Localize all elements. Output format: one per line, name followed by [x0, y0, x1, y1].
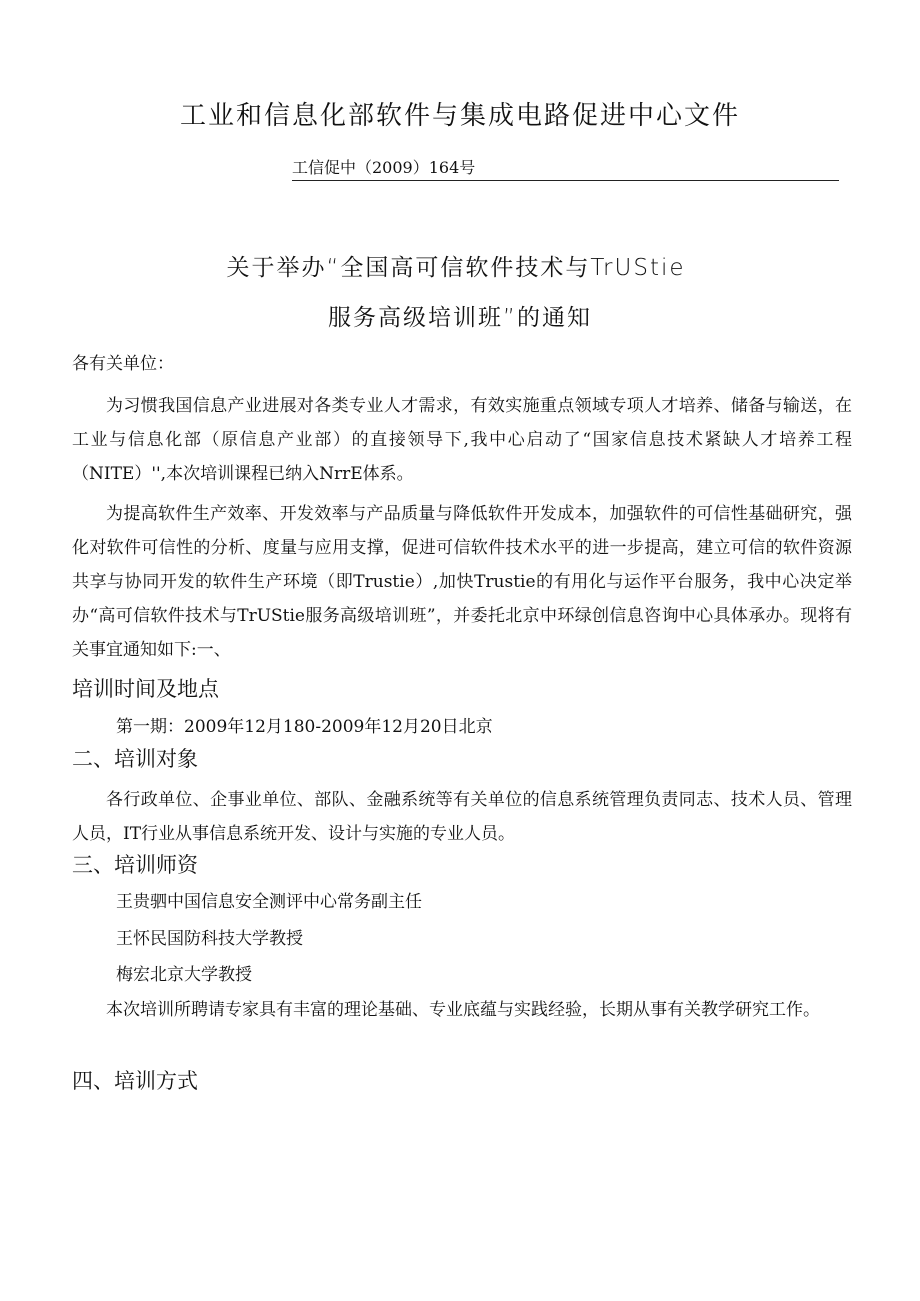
document-number: 工信促中（2009）164号: [292, 158, 476, 177]
section-heading-1-number: 一、: [196, 640, 231, 660]
paragraph-intro: 为习惯我国信息产业进展对各类专业人才需求，有效实施重点领域专项人才培养、储备与输送，在工业与信息化部（原信息产业部）的直接领导下,我中心启动了“国家信息技术紧缺人才培养工程（NITE）'',本次培训课程已纳入NrrE体系。: [72, 396, 852, 484]
salutation: 各有关单位：: [72, 354, 174, 374]
teacher-item: 王贵驷中国信息安全测评中心常务副主任: [116, 892, 422, 912]
paragraph-experts: 本次培训所聘请专家具有丰富的理论基础、专业底蕴与实践经验，长期从事有关教学研究工作。: [106, 1000, 820, 1020]
paragraph-purpose-text: 为提高软件生产效率、开发效率与产品质量与降低软件开发成本，加强软件的可信性基础研究，强化对软件可信性的分析、度量与应用支撑，促进可信软件技术水平的进一步提高，建立可信的软件资源共享与协同开发的软件生产环境（即Trustie）,加快Trustie的有用化与运作平台服务，我中心决定举办“高可信软件技术与TrUStie服务高级培训班”，并委托北京中环绿创信息咨询中心具体承办。现将有关事宜通知如下:: [72, 504, 852, 660]
header-divider: [292, 180, 839, 181]
section-heading-1: 培训时间及地点: [72, 677, 219, 701]
training-session-date: 第一期：2009年12月180-2009年12月20日北京: [116, 717, 493, 737]
notice-title-line1: 关于举办“全国高可信软件技术与TrUStie: [226, 255, 686, 281]
paragraph-audience: 各行政单位、企事业单位、部队、金融系统等有关单位的信息系统管理负责同志、技术人员、管理人员，IT行业从事信息系统开发、设计与实施的专业人员。: [72, 790, 852, 844]
section-heading-2: 二、培训对象: [72, 747, 198, 771]
paragraph-purpose: [72, 497, 852, 667]
section-heading-3: 三、培训师资: [72, 853, 198, 877]
notice-title-line2: 服务高级培训班”的通知: [328, 305, 592, 331]
document-header-title: 工业和信息化部软件与集成电路促进中心文件: [179, 101, 740, 131]
section-heading-4: 四、培训方式: [72, 1069, 198, 1093]
teacher-item: 王怀民国防科技大学教授: [116, 929, 303, 949]
teacher-item: 梅宏北京大学教授: [116, 965, 252, 985]
